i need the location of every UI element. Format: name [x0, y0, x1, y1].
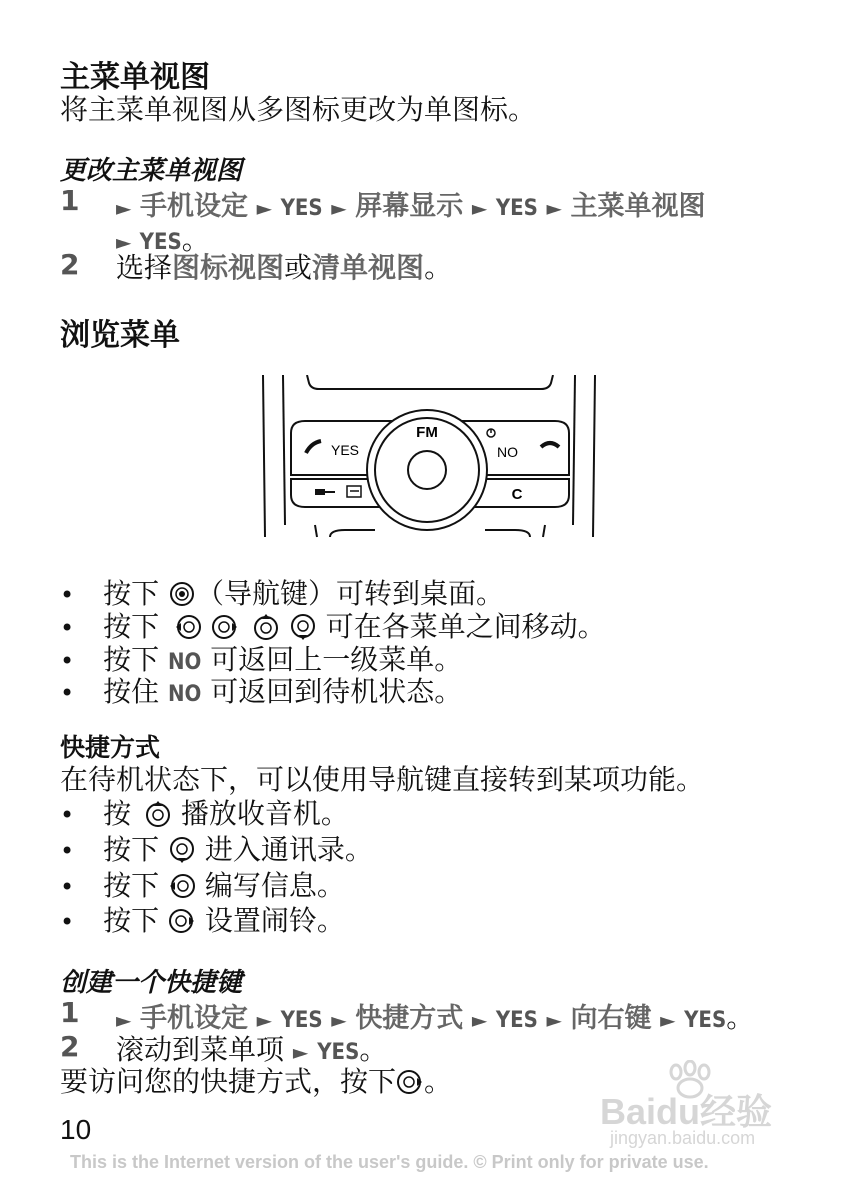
arrow-icon: ► [116, 1008, 132, 1032]
step1-change-view: ► 手机设定 ► YES ► 屏幕显示 ► YES ► 主菜单视图 [116, 191, 706, 222]
step-number: 2 [60, 248, 80, 281]
subsection-title-create-shortcut: 创建一个快捷键 [60, 968, 243, 998]
browse-bullet-1: • 按下 （导航键）可转到桌面。 [60, 577, 504, 610]
step1-change-view-cont: ► YES。 [116, 223, 210, 256]
subsection-title-change-view: 更改主菜单视图 [60, 156, 243, 186]
step-number: 1 [60, 184, 80, 217]
page-number: 10 [60, 1114, 92, 1145]
no-key-label: NO [497, 444, 518, 460]
arrow-icon: ► [256, 1008, 272, 1032]
arrow-icon: ► [660, 1008, 676, 1032]
nav-right-icon [211, 613, 239, 641]
browse-bullet-4: • 按住 NO 可返回到待机状态。 [60, 675, 463, 708]
browse-bullet-2: • 按下 可在各菜单之间移动。 [60, 610, 606, 643]
arrow-icon: ► [331, 196, 347, 220]
shortcut-bullet-3: • 按下 编写信息。 [60, 869, 345, 902]
section-title-browse: 浏览菜单 [60, 318, 180, 353]
step-number: 2 [60, 1030, 80, 1063]
arrow-icon: ► [546, 196, 562, 220]
watermark-url: jingyan.baidu.com [610, 1128, 756, 1148]
watermark-brand: Baidu经验 [600, 1091, 773, 1132]
main-menu-view-desc: 将主菜单视图从多图标更改为单图标。 [60, 93, 537, 126]
yes-key-label: YES [331, 442, 360, 458]
nav-left-icon [174, 613, 202, 641]
footer-notice: This is the Internet version of the user's guide. © Print only for private use. [70, 1152, 709, 1172]
arrow-icon: ► [546, 1008, 562, 1032]
shortcut-bullet-4: • 按下 设置闹铃。 [60, 904, 345, 937]
section-title-shortcuts: 快捷方式 [60, 733, 161, 762]
shortcut-bullet-1: • 按 播放收音机。 [60, 797, 349, 830]
fm-label: FM [416, 424, 438, 441]
nav-right-icon [168, 907, 196, 935]
nav-down-icon [289, 613, 317, 641]
step2-create-shortcut: 滚动到菜单项 ► YES。 [116, 1033, 388, 1066]
nav-right-icon [396, 1068, 424, 1096]
shortcut-access-text: 要访问您的快捷方式，按下 。 [60, 1065, 453, 1098]
shortcut-bullet-2: • 按下 进入通讯录。 [60, 833, 373, 866]
shortcuts-desc: 在待机状态下，可以使用导航键直接转到某项功能。 [60, 763, 705, 796]
arrow-icon: ► [256, 196, 272, 220]
arrow-icon: ► [471, 1008, 488, 1032]
c-key-label: C [511, 486, 523, 503]
arrow-icon: ► [471, 196, 488, 220]
nav-down-icon [168, 836, 196, 864]
browse-bullet-3: • 按下 NO 可返回上一级菜单。 [60, 643, 463, 676]
nav-up-icon [144, 800, 172, 828]
arrow-icon: ► [116, 196, 132, 220]
nav-up-icon [252, 613, 280, 641]
arrow-icon: ► [331, 1008, 347, 1032]
step-number: 1 [60, 996, 80, 1029]
section-title-main-menu-view: 主菜单视图 [60, 60, 210, 95]
nav-center-icon [168, 580, 196, 608]
step2-change-view: 选择图标视图或清单视图。 [116, 251, 453, 284]
nav-left-icon [168, 872, 196, 900]
step1-create-shortcut: ► 手机设定 ► YES ► 快捷方式 ► YES ► 向右键 ► YES。 [116, 1001, 755, 1034]
arrow-icon: ► [292, 1040, 309, 1064]
keypad-illustration [255, 375, 600, 540]
arrow-icon: ► [116, 230, 132, 254]
